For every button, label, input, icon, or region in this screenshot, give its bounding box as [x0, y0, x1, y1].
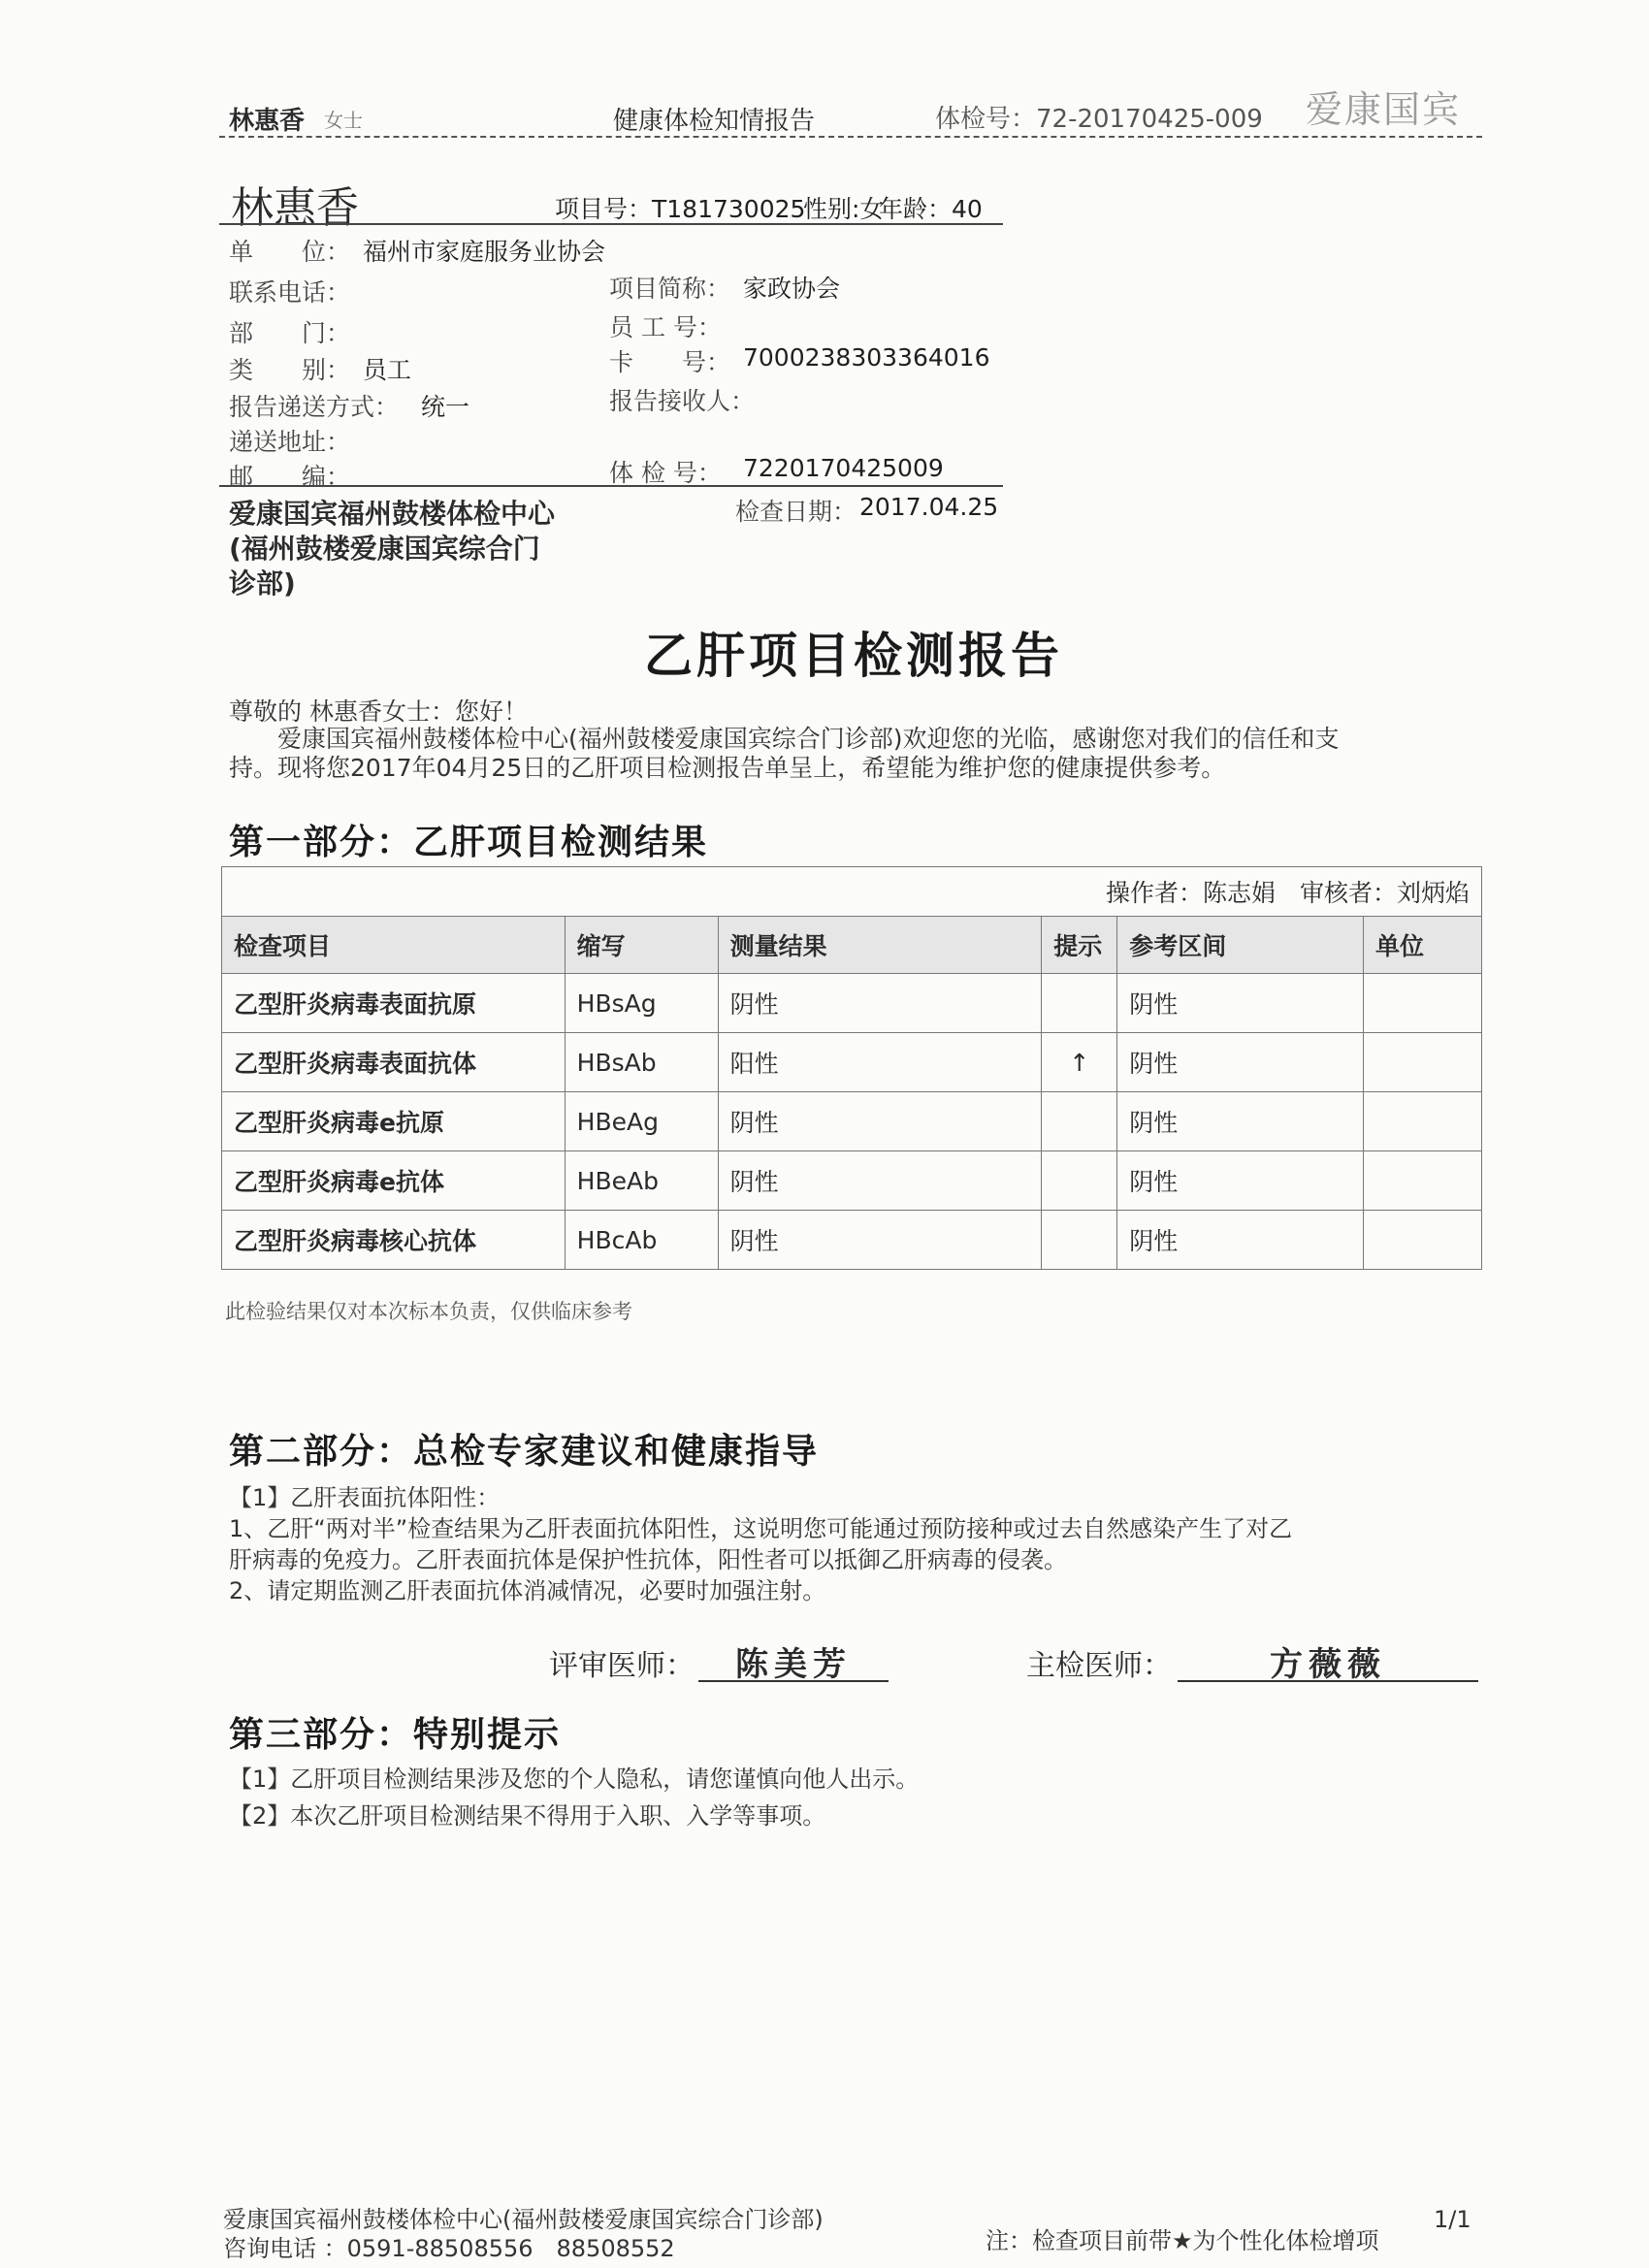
column-header: 参考区间 [1117, 917, 1364, 974]
reviewer-signature-line [698, 1680, 889, 1682]
advice-line2: 肝病毒的免疫力。乙肝表面抗体是保护性抗体，阳性者可以抵御乙肝病毒的侵袭。 [229, 1546, 1067, 1573]
patient-age: 年龄：40 [879, 195, 983, 223]
operator-row [222, 867, 1482, 917]
test-abbreviation: HBsAb [565, 1033, 718, 1092]
notice-item1: 【1】乙肝项目检测结果涉及您的个人隐私，请您谨慎向他人出示。 [229, 1766, 920, 1793]
test-reference: 阴性 [1117, 1151, 1364, 1211]
document-title: 乙肝项目检测报告 [644, 628, 1063, 684]
chief-signature: 方薇薇 [1270, 1645, 1386, 1684]
part2-title: 第二部分：总检专家建议和健康指导 [229, 1432, 820, 1472]
project-name-label: 项目简称： [609, 275, 731, 303]
table-row [222, 1033, 1482, 1092]
test-item: 乙型肝炎病毒表面抗体 [222, 1033, 566, 1092]
test-abbreviation: HBcAb [565, 1211, 718, 1270]
test-result: 阴性 [718, 1092, 1042, 1151]
center-name-line1: 爱康国宾福州鼓楼体检中心 [229, 498, 556, 530]
test-unit [1364, 1033, 1482, 1092]
results-disclaimer: 此检验结果仅对本次标本负责，仅供临床参考 [225, 1300, 632, 1323]
patient-gender: 性别:女 [803, 195, 885, 223]
test-flag [1042, 1211, 1117, 1270]
test-reference: 阴性 [1117, 1092, 1364, 1151]
chief-signature-line [1178, 1680, 1478, 1682]
test-item: 乙型肝炎病毒表面抗原 [222, 974, 566, 1033]
test-flag [1042, 1092, 1117, 1151]
operator-reviewer: 操作者：陈志娟 审核者：刘炳焰 [222, 867, 1482, 917]
test-unit [1364, 1211, 1482, 1270]
test-flag [1042, 974, 1117, 1033]
reviewer-label: 评审医师： [549, 1649, 695, 1683]
phone-label: 联系电话： [229, 278, 351, 307]
project-name-value: 家政协会 [743, 275, 841, 303]
header-patient-name: 林惠香 [229, 107, 306, 136]
chief-label: 主检医师： [1026, 1649, 1172, 1683]
exam-number-label: 体 检 号： [609, 459, 722, 487]
card-number-label: 卡 号： [609, 348, 731, 376]
delivery-method-label: 报告递送方式： [229, 393, 400, 421]
table-row [222, 1151, 1482, 1211]
reviewer-signature: 陈美芳 [735, 1645, 852, 1684]
table-row [222, 974, 1482, 1033]
patient-rule-bottom [219, 485, 1003, 487]
test-unit [1364, 1092, 1482, 1151]
test-item: 乙型肝炎病毒e抗原 [222, 1092, 566, 1151]
department-label: 部 门： [229, 319, 351, 347]
greeting-salutation: 尊敬的 林惠香女士：您好！ [229, 697, 528, 726]
delivery-method-value: 统一 [421, 393, 470, 421]
postcode-label: 邮 编： [229, 463, 351, 491]
address-label: 递送地址： [229, 428, 351, 456]
part3-title: 第三部分：特别提示 [229, 1715, 562, 1755]
column-header: 测量结果 [718, 917, 1042, 974]
exam-date-value: 2017.04.25 [859, 493, 999, 521]
receiver-label: 报告接收人： [609, 387, 756, 415]
center-name-line2: (福州鼓楼爱康国宾综合门 [229, 533, 540, 565]
footer-note: 注：检查项目前带★为个性化体检增项 [986, 2227, 1379, 2254]
page-number: 1/1 [1434, 2206, 1471, 2233]
category-value: 员工 [363, 356, 412, 384]
advice-line3: 2、请定期监测乙肝表面抗体消减情况，必要时加强注射。 [229, 1577, 826, 1604]
greeting-line2: 持。现将您2017年04月25日的乙肝项目检测报告单呈上，希望能为维护您的健康提供参考。 [229, 754, 1226, 782]
column-header: 检查项目 [222, 917, 566, 974]
footer-phone: 咨询电话 ：0591-88508556 88508552 [223, 2235, 675, 2262]
test-flag [1042, 1151, 1117, 1211]
center-name-line3: 诊部) [229, 567, 296, 599]
advice-line1: 1、乙肝“两对半”检查结果为乙肝表面抗体阳性，这说明您可能通过预防接种或过去自然感染产生了对乙 [229, 1515, 1293, 1542]
category-label: 类 别： [229, 356, 351, 384]
table-header-row [222, 917, 1482, 974]
unit-value: 福州市家庭服务业协会 [363, 238, 606, 266]
card-number-value: 7000238303364016 [743, 343, 990, 372]
test-item: 乙型肝炎病毒核心抗体 [222, 1211, 566, 1270]
column-header: 提示 [1042, 917, 1117, 974]
unit-label: 单 位： [229, 238, 351, 266]
column-header: 单位 [1364, 917, 1482, 974]
header-exam-no: 体检号：72-20170425-009 [935, 105, 1263, 134]
test-result: 阴性 [718, 974, 1042, 1033]
exam-date-label: 检查日期： [735, 498, 857, 526]
test-abbreviation: HBeAb [565, 1151, 718, 1211]
notice-item2: 【2】本次乙肝项目检测结果不得用于入职、入学等事项。 [229, 1802, 826, 1830]
test-unit [1364, 1151, 1482, 1211]
header-report-type: 健康体检知情报告 [613, 107, 816, 136]
test-item: 乙型肝炎病毒e抗体 [222, 1151, 566, 1211]
test-reference: 阴性 [1117, 974, 1364, 1033]
patient-name: 林惠香 [231, 183, 359, 233]
test-abbreviation: HBeAg [565, 1092, 718, 1151]
table-row [222, 1211, 1482, 1270]
test-abbreviation: HBsAg [565, 974, 718, 1033]
part1-title: 第一部分：乙肝项目检测结果 [229, 823, 709, 862]
test-flag: ↑ [1042, 1033, 1117, 1092]
advice-heading: 【1】乙肝表面抗体阳性： [229, 1484, 501, 1511]
test-result: 阴性 [718, 1151, 1042, 1211]
test-reference: 阴性 [1117, 1211, 1364, 1270]
exam-number-value: 7220170425009 [743, 454, 944, 482]
header-gender-label: 女士 [324, 109, 363, 132]
employee-number-label: 员 工 号： [609, 313, 722, 341]
greeting-line1: 爱康国宾福州鼓楼体检中心(福州鼓楼爱康国宾综合门诊部)欢迎您的光临，感谢您对我们的信任和支 [277, 725, 1340, 753]
test-result: 阳性 [718, 1033, 1042, 1092]
column-header: 缩写 [565, 917, 718, 974]
patient-rule-top [219, 223, 1003, 225]
results-table [221, 866, 1482, 1270]
footer-center-name: 爱康国宾福州鼓楼体检中心(福州鼓楼爱康国宾综合门诊部) [223, 2206, 824, 2233]
test-unit [1364, 974, 1482, 1033]
test-reference: 阴性 [1117, 1033, 1364, 1092]
brand-logo-text: 爱康国宾 [1306, 88, 1462, 131]
test-result: 阴性 [718, 1211, 1042, 1270]
project-number: 项目号：T181730025 [555, 195, 806, 223]
table-row [222, 1092, 1482, 1151]
header-rule [219, 136, 1482, 138]
